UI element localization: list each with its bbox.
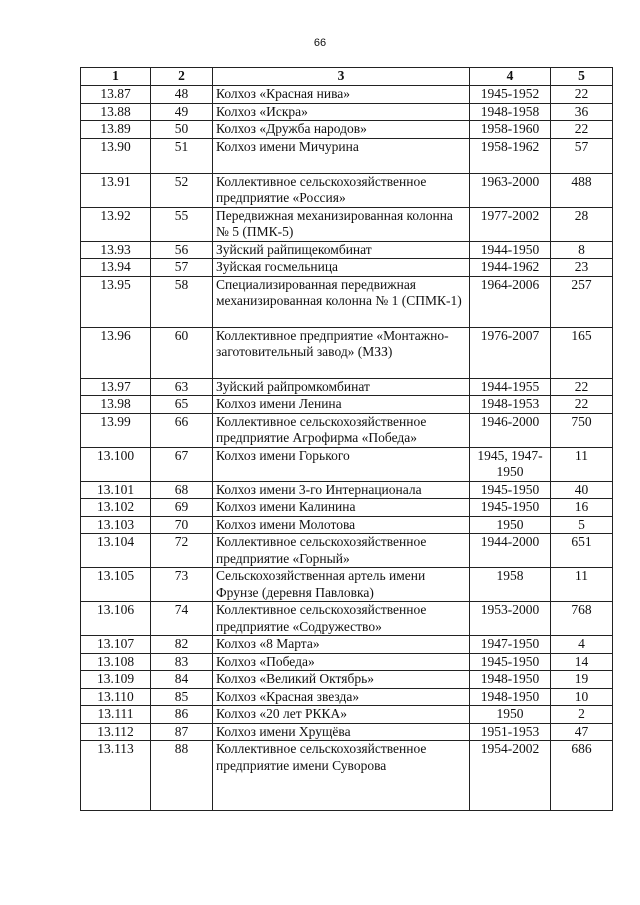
cell-years: 1946-2000 bbox=[470, 413, 551, 447]
cell-fund-name: Колхоз имени Горького bbox=[213, 447, 470, 481]
cell-years: 1950 bbox=[470, 706, 551, 724]
page-number: 66 bbox=[313, 37, 327, 49]
table-row bbox=[81, 706, 613, 724]
cell-fund-number: 65 bbox=[151, 396, 213, 414]
cell-item-number: 13.112 bbox=[81, 723, 151, 741]
cell-fund-name: Колхоз имени 3-го Интернационала bbox=[213, 481, 470, 499]
table-row bbox=[81, 138, 613, 173]
cell-fund-number: 73 bbox=[151, 568, 213, 602]
cell-item-number: 13.87 bbox=[81, 86, 151, 104]
cell-file-count: 14 bbox=[551, 653, 613, 671]
cell-fund-number: 68 bbox=[151, 481, 213, 499]
cell-fund-name: Колхоз «Победа» bbox=[213, 653, 470, 671]
cell-file-count: 11 bbox=[551, 568, 613, 602]
cell-fund-name: Колхоз «Красная звезда» bbox=[213, 688, 470, 706]
cell-fund-number: 83 bbox=[151, 653, 213, 671]
cell-years: 1948-1953 bbox=[470, 396, 551, 414]
table-row bbox=[81, 671, 613, 689]
cell-years: 1954-2002 bbox=[470, 741, 551, 811]
cell-fund-name: Коллективное сельскохозяйственное предприятие «Россия» bbox=[213, 173, 470, 207]
cell-item-number: 13.93 bbox=[81, 241, 151, 259]
cell-fund-number: 67 bbox=[151, 447, 213, 481]
cell-item-number: 13.101 bbox=[81, 481, 151, 499]
table-row bbox=[81, 378, 613, 396]
cell-file-count: 8 bbox=[551, 241, 613, 259]
cell-item-number: 13.105 bbox=[81, 568, 151, 602]
cell-years: 1945-1952 bbox=[470, 86, 551, 104]
cell-fund-number: 52 bbox=[151, 173, 213, 207]
cell-fund-name: Колхоз «8 Марта» bbox=[213, 636, 470, 654]
cell-file-count: 750 bbox=[551, 413, 613, 447]
table-header-row bbox=[81, 68, 613, 86]
table-row bbox=[81, 121, 613, 139]
cell-fund-name: Специализированная передвижная механизированная колонна № 1 (СПМК-1) bbox=[213, 276, 470, 327]
cell-fund-name: Колхоз имени Калинина bbox=[213, 499, 470, 517]
cell-item-number: 13.92 bbox=[81, 207, 151, 241]
cell-file-count: 57 bbox=[551, 138, 613, 173]
cell-years: 1945-1950 bbox=[470, 653, 551, 671]
table-row bbox=[81, 173, 613, 207]
cell-file-count: 686 bbox=[551, 741, 613, 811]
cell-years: 1963-2000 bbox=[470, 173, 551, 207]
cell-item-number: 13.106 bbox=[81, 602, 151, 636]
table-body bbox=[81, 86, 613, 811]
cell-fund-number: 49 bbox=[151, 103, 213, 121]
cell-item-number: 13.100 bbox=[81, 447, 151, 481]
cell-fund-number: 88 bbox=[151, 741, 213, 811]
cell-item-number: 13.99 bbox=[81, 413, 151, 447]
cell-file-count: 10 bbox=[551, 688, 613, 706]
cell-item-number: 13.96 bbox=[81, 327, 151, 378]
header-col-5: 5 bbox=[551, 68, 613, 86]
cell-file-count: 651 bbox=[551, 534, 613, 568]
cell-fund-name: Зуйский райпромкомбинат bbox=[213, 378, 470, 396]
cell-fund-number: 85 bbox=[151, 688, 213, 706]
cell-file-count: 22 bbox=[551, 396, 613, 414]
cell-file-count: 165 bbox=[551, 327, 613, 378]
header-col-2: 2 bbox=[151, 68, 213, 86]
table-row bbox=[81, 534, 613, 568]
cell-file-count: 5 bbox=[551, 516, 613, 534]
cell-fund-name: Коллективное сельскохозяйственное предприятие «Содружество» bbox=[213, 602, 470, 636]
cell-years: 1953-2000 bbox=[470, 602, 551, 636]
cell-file-count: 257 bbox=[551, 276, 613, 327]
archive-fund-table bbox=[80, 67, 613, 811]
cell-years: 1958-1962 bbox=[470, 138, 551, 173]
cell-item-number: 13.102 bbox=[81, 499, 151, 517]
cell-item-number: 13.91 bbox=[81, 173, 151, 207]
cell-years: 1944-1962 bbox=[470, 259, 551, 277]
cell-fund-number: 82 bbox=[151, 636, 213, 654]
cell-years: 1977-2002 bbox=[470, 207, 551, 241]
cell-fund-number: 58 bbox=[151, 276, 213, 327]
cell-fund-name: Колхоз имени Мичурина bbox=[213, 138, 470, 173]
cell-years: 1944-1950 bbox=[470, 241, 551, 259]
cell-fund-number: 51 bbox=[151, 138, 213, 173]
table-row bbox=[81, 241, 613, 259]
table-row bbox=[81, 276, 613, 327]
cell-file-count: 22 bbox=[551, 378, 613, 396]
header-col-1: 1 bbox=[81, 68, 151, 86]
cell-file-count: 16 bbox=[551, 499, 613, 517]
cell-years: 1945, 1947-1950 bbox=[470, 447, 551, 481]
cell-item-number: 13.97 bbox=[81, 378, 151, 396]
cell-fund-name: Колхоз имени Хрущёва bbox=[213, 723, 470, 741]
cell-item-number: 13.103 bbox=[81, 516, 151, 534]
cell-fund-number: 48 bbox=[151, 86, 213, 104]
cell-item-number: 13.111 bbox=[81, 706, 151, 724]
cell-fund-number: 50 bbox=[151, 121, 213, 139]
cell-file-count: 19 bbox=[551, 671, 613, 689]
cell-fund-number: 57 bbox=[151, 259, 213, 277]
cell-fund-number: 87 bbox=[151, 723, 213, 741]
cell-item-number: 13.108 bbox=[81, 653, 151, 671]
cell-item-number: 13.104 bbox=[81, 534, 151, 568]
cell-years: 1951-1953 bbox=[470, 723, 551, 741]
cell-item-number: 13.110 bbox=[81, 688, 151, 706]
cell-fund-number: 56 bbox=[151, 241, 213, 259]
table-row bbox=[81, 327, 613, 378]
cell-fund-name: Колхоз «Искра» bbox=[213, 103, 470, 121]
table-row bbox=[81, 447, 613, 481]
cell-fund-name: Передвижная механизированная колонна № 5 (ПМК-5) bbox=[213, 207, 470, 241]
cell-fund-name: Колхоз «Дружба народов» bbox=[213, 121, 470, 139]
cell-fund-name: Коллективное сельскохозяйственное предприятие «Горный» bbox=[213, 534, 470, 568]
cell-item-number: 13.109 bbox=[81, 671, 151, 689]
cell-years: 1948-1950 bbox=[470, 688, 551, 706]
cell-item-number: 13.113 bbox=[81, 741, 151, 811]
table-row bbox=[81, 86, 613, 104]
table-row bbox=[81, 653, 613, 671]
cell-fund-name: Зуйская госмельница bbox=[213, 259, 470, 277]
cell-file-count: 40 bbox=[551, 481, 613, 499]
table-row bbox=[81, 602, 613, 636]
cell-fund-number: 69 bbox=[151, 499, 213, 517]
cell-fund-name: Колхоз «20 лет РККА» bbox=[213, 706, 470, 724]
table-row bbox=[81, 259, 613, 277]
cell-fund-name: Коллективное сельскохозяйственное предприятие Агрофирма «Победа» bbox=[213, 413, 470, 447]
cell-file-count: 2 bbox=[551, 706, 613, 724]
cell-file-count: 47 bbox=[551, 723, 613, 741]
cell-fund-name: Колхоз «Великий Октябрь» bbox=[213, 671, 470, 689]
cell-fund-number: 86 bbox=[151, 706, 213, 724]
cell-fund-number: 63 bbox=[151, 378, 213, 396]
table-row bbox=[81, 636, 613, 654]
cell-file-count: 488 bbox=[551, 173, 613, 207]
cell-item-number: 13.98 bbox=[81, 396, 151, 414]
cell-fund-name: Колхоз имени Ленина bbox=[213, 396, 470, 414]
cell-fund-name: Колхоз «Красная нива» bbox=[213, 86, 470, 104]
cell-fund-name: Коллективное сельскохозяйственное предприятие имени Суворова bbox=[213, 741, 470, 811]
cell-years: 1948-1958 bbox=[470, 103, 551, 121]
cell-fund-number: 66 bbox=[151, 413, 213, 447]
cell-file-count: 22 bbox=[551, 86, 613, 104]
cell-item-number: 13.88 bbox=[81, 103, 151, 121]
cell-file-count: 11 bbox=[551, 447, 613, 481]
cell-fund-name: Сельскохозяйственная артель имени Фрунзе (деревня Павловка) bbox=[213, 568, 470, 602]
cell-fund-number: 74 bbox=[151, 602, 213, 636]
header-col-3: 3 bbox=[213, 68, 470, 86]
cell-item-number: 13.94 bbox=[81, 259, 151, 277]
cell-years: 1958-1960 bbox=[470, 121, 551, 139]
cell-years: 1947-1950 bbox=[470, 636, 551, 654]
cell-years: 1964-2006 bbox=[470, 276, 551, 327]
table-row bbox=[81, 741, 613, 811]
cell-fund-number: 72 bbox=[151, 534, 213, 568]
header-col-4: 4 bbox=[470, 68, 551, 86]
table-row bbox=[81, 481, 613, 499]
cell-years: 1944-1955 bbox=[470, 378, 551, 396]
cell-file-count: 23 bbox=[551, 259, 613, 277]
table-row bbox=[81, 207, 613, 241]
cell-years: 1976-2007 bbox=[470, 327, 551, 378]
cell-fund-number: 55 bbox=[151, 207, 213, 241]
cell-years: 1950 bbox=[470, 516, 551, 534]
cell-file-count: 22 bbox=[551, 121, 613, 139]
cell-file-count: 36 bbox=[551, 103, 613, 121]
table-row bbox=[81, 723, 613, 741]
table-row bbox=[81, 103, 613, 121]
cell-fund-number: 84 bbox=[151, 671, 213, 689]
cell-file-count: 768 bbox=[551, 602, 613, 636]
cell-years: 1945-1950 bbox=[470, 499, 551, 517]
cell-years: 1944-2000 bbox=[470, 534, 551, 568]
cell-fund-name: Зуйский райпищекомбинат bbox=[213, 241, 470, 259]
cell-file-count: 4 bbox=[551, 636, 613, 654]
cell-fund-name: Колхоз имени Молотова bbox=[213, 516, 470, 534]
table-row bbox=[81, 396, 613, 414]
cell-fund-number: 70 bbox=[151, 516, 213, 534]
cell-years: 1958 bbox=[470, 568, 551, 602]
cell-fund-name: Коллективное предприятие «Монтажно-заготовительный завод» (МЗЗ) bbox=[213, 327, 470, 378]
table-row bbox=[81, 413, 613, 447]
table-row bbox=[81, 568, 613, 602]
cell-file-count: 28 bbox=[551, 207, 613, 241]
cell-item-number: 13.90 bbox=[81, 138, 151, 173]
cell-item-number: 13.107 bbox=[81, 636, 151, 654]
cell-years: 1948-1950 bbox=[470, 671, 551, 689]
table-row bbox=[81, 499, 613, 517]
cell-years: 1945-1950 bbox=[470, 481, 551, 499]
cell-item-number: 13.89 bbox=[81, 121, 151, 139]
table-row bbox=[81, 516, 613, 534]
table-row bbox=[81, 688, 613, 706]
cell-fund-number: 60 bbox=[151, 327, 213, 378]
cell-item-number: 13.95 bbox=[81, 276, 151, 327]
